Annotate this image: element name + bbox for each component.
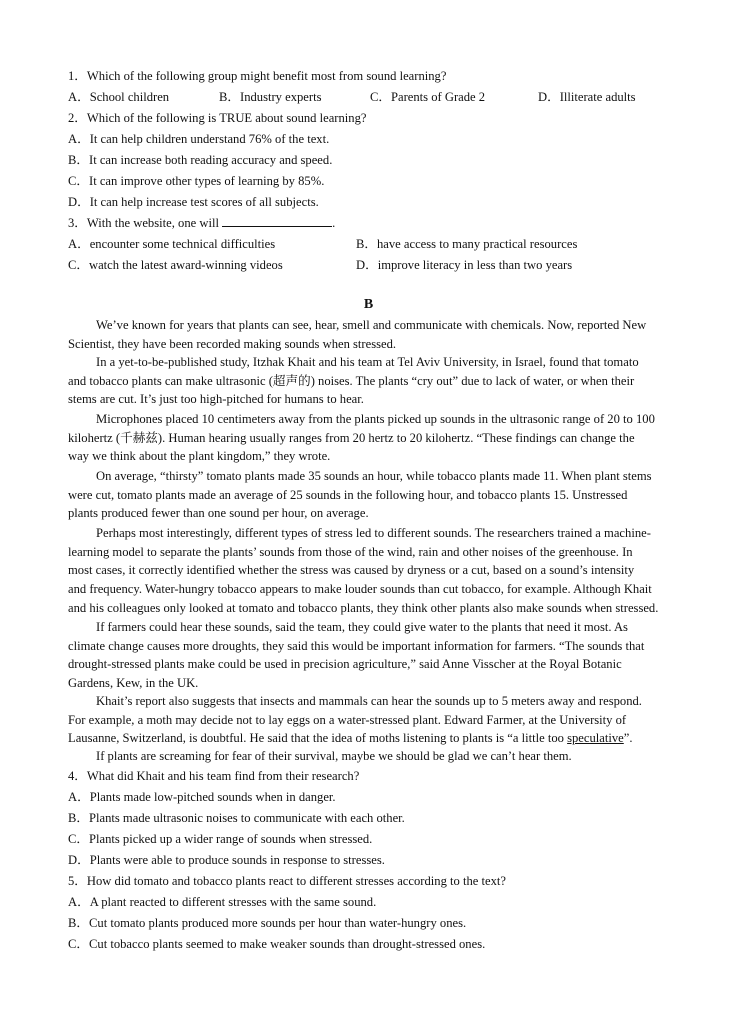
- section-title: B: [363, 297, 374, 312]
- passage-line: drought-stressed plants make could be used in precision agriculture,” said Anne Visscher at the Royal Botanic: [68, 657, 622, 672]
- passage-line: Lausanne, Switzerland, is doubtful. He said that the idea of moths listening to plants is “a little too speculative”.: [68, 731, 633, 746]
- q5-stem: 5．How did tomato and tobacco plants react to different stresses according to the text?: [68, 874, 506, 888]
- passage-line: If plants are screaming for fear of their survival, maybe we should be glad we can’t hear them.: [96, 749, 572, 763]
- q4-option-d: D．Plants were able to produce sounds in response to stresses.: [68, 853, 385, 867]
- passage-line: On average, “thirsty” tomato plants made 35 sounds an hour, while tobacco plants made 11. When plant stems: [96, 469, 652, 483]
- passage-line: were cut, tomato plants made an average of 25 sounds in the following hour, and tobacco plants 15. Unstressed: [68, 487, 628, 502]
- passage-line: stems are cut. It’s just too high-pitched for humans to hear.: [68, 392, 364, 407]
- q2-option-d: D．It can help increase test scores of all subjects.: [68, 195, 319, 209]
- q2-option-b: B．It can increase both reading accuracy and speed.: [68, 153, 333, 167]
- passage-line: and his colleagues only looked at tomato and tobacco plants, they think other plants also make sounds when stressed.: [68, 600, 659, 615]
- passage-line: plants produced fewer than one sound per hour, on average.: [68, 506, 369, 521]
- passage-paragraph: [68, 467, 737, 523]
- passage-line: and frequency. Water-hungry tobacco appears to make louder sounds than cut tobacco, for example. Although Khait: [68, 581, 652, 596]
- q3-option-a: A．encounter some technical difficulties: [68, 237, 276, 251]
- q3-stem-suffix: .: [332, 216, 336, 230]
- q5-option-a: A．A plant reacted to different stresses with the same sound.: [68, 895, 377, 909]
- q1-stem: 1．Which of the following group might benefit most from sound learning?: [68, 69, 447, 83]
- q5-option-c: C．Cut tobacco plants seemed to make weaker sounds than drought-stressed ones.: [68, 937, 486, 951]
- passage-line: We’ve known for years that plants can see, hear, smell and communicate with chemicals. Now, reported New: [96, 318, 647, 332]
- passage-paragraph: [68, 410, 737, 466]
- passage-line: climate change causes more droughts, they said this would be important information for farmers. “The sounds that: [68, 638, 645, 653]
- passage-paragraph: [68, 692, 737, 748]
- passage-line: kilohertz (千赫兹). Human hearing usually ranges from 20 hertz to 20 kilohertz. “These findings can change the: [68, 430, 635, 445]
- passage-line: In a yet-to-be-published study, Itzhak Khait and his team at Tel Aviv University, in Israel, found that tomato: [96, 355, 639, 369]
- passage-line: If farmers could hear these sounds, said the team, they could give water to the plants that need it most. As: [96, 620, 628, 634]
- underlined-word: speculative: [567, 731, 624, 746]
- passage-line: learning model to separate the plants’ sounds from those of the wind, rain and other noises of the greenhouse. In: [68, 544, 633, 559]
- passage-line: Microphones placed 10 centimeters away from the plants picked up sounds in the ultrasonic range of 20 to 100: [96, 412, 655, 426]
- passage-line: Perhaps most interestingly, different types of stress led to different sounds. The researchers trained a machine-: [96, 526, 651, 540]
- passage-paragraph: [68, 316, 737, 353]
- passage-line: Gardens, Kew, in the UK.: [68, 675, 199, 690]
- passage-paragraph: [68, 524, 737, 617]
- q2-option-c: C．It can improve other types of learning by 85%.: [68, 174, 325, 188]
- q5-option-b: B．Cut tomato plants produced more sounds per hour than water-hungry ones.: [68, 916, 467, 930]
- passage-line: most cases, it correctly identified whether the stress was caused by dryness or a cut, based on a sound’s intensity: [68, 563, 635, 578]
- passage-paragraph: [68, 353, 737, 409]
- passage-line: Scientist, they have been recorded making sounds when stressed.: [68, 336, 397, 351]
- passage-line: For example, a moth may decide not to lay eggs on a water-stressed plant. Edward Farmer, at the University of: [68, 712, 627, 727]
- passage-line: and tobacco plants can make ultrasonic (超声的) noises. The plants “cry out” due to lack of water, or when their: [68, 373, 635, 388]
- passage-paragraph: [68, 618, 737, 693]
- q3-option-c: C．watch the latest award-winning videos: [68, 258, 283, 272]
- q4-option-a: A．Plants made low-pitched sounds when in danger.: [68, 790, 336, 804]
- answer-blank: [222, 215, 332, 227]
- q1-option-d: D．Illiterate adults: [538, 90, 636, 104]
- q4-option-c: C．Plants picked up a wider range of sounds when stressed.: [68, 832, 373, 846]
- passage-line: way we think about the plant kingdom,” they wrote.: [68, 449, 331, 464]
- q3-stem: [68, 215, 335, 231]
- q1-option-b: B．Industry experts: [219, 90, 322, 104]
- q2-stem: 2．Which of the following is TRUE about sound learning?: [68, 111, 367, 125]
- q3-stem-prefix: 3．With the website, one will: [68, 216, 223, 230]
- passage-paragraph: [68, 747, 737, 766]
- q2-option-a: A．It can help children understand 76% of the text.: [68, 132, 330, 146]
- q1-option-a: A．School children: [68, 90, 170, 104]
- q4-option-b: B．Plants made ultrasonic noises to communicate with each other.: [68, 811, 405, 825]
- q4-stem: 4．What did Khait and his team find from their research?: [68, 769, 360, 783]
- q3-option-b: B．have access to many practical resources: [356, 237, 578, 251]
- q1-option-c: C．Parents of Grade 2: [370, 90, 486, 104]
- passage-line: Khait’s report also suggests that insects and mammals can hear the sounds up to 5 meters away and respond.: [96, 694, 642, 708]
- q3-option-d: D．improve literacy in less than two years: [356, 258, 573, 272]
